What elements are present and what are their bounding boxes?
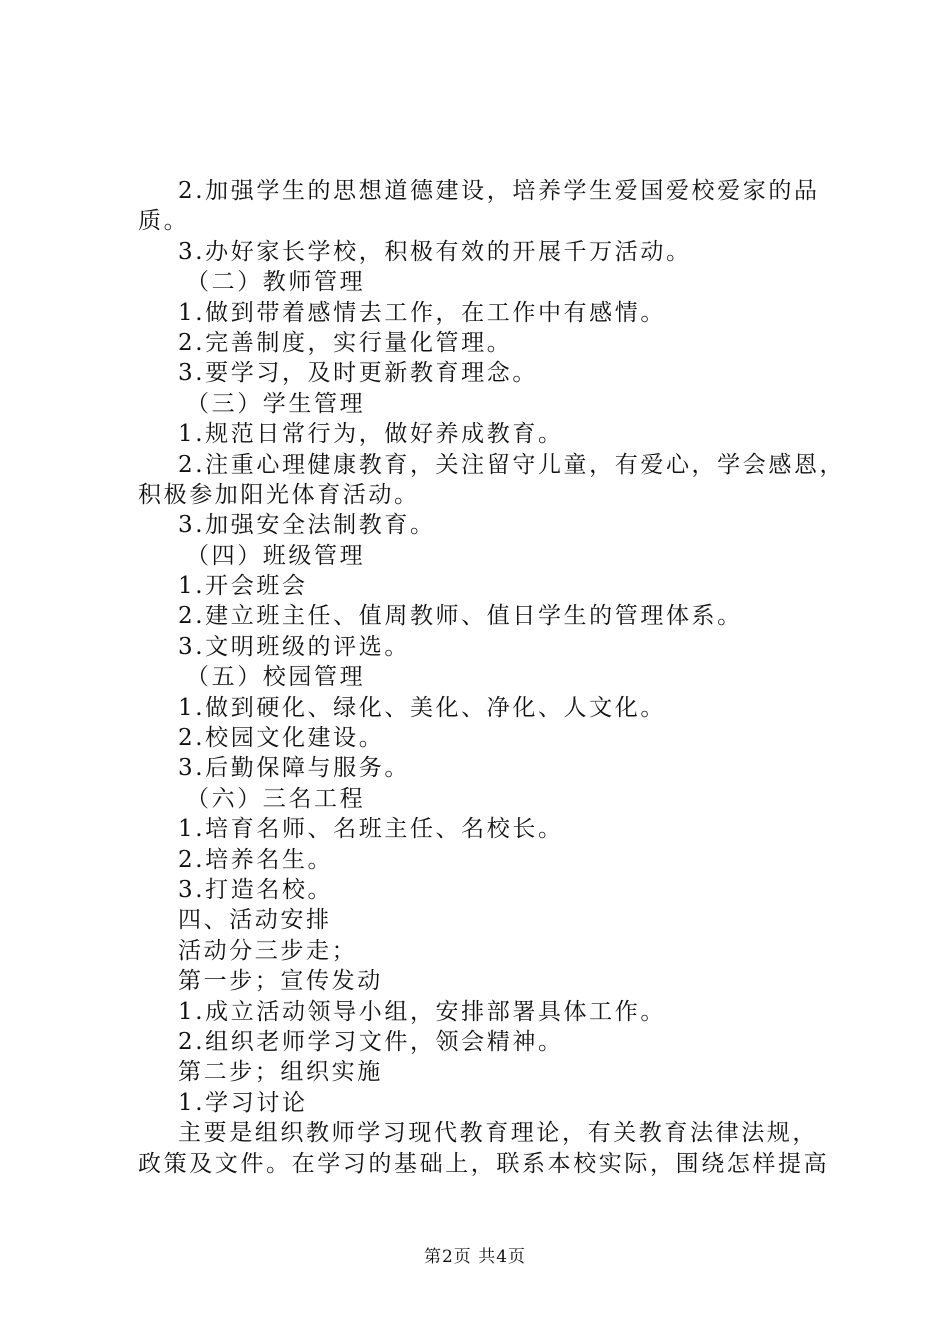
paragraph-line: 四、活动安排 <box>178 907 332 934</box>
paragraph-line: 2.完善制度，实行量化管理。 <box>178 329 513 356</box>
paragraph-line: 3.办好家长学校，积极有效的开展千万活动。 <box>178 238 692 265</box>
paragraph-line: 3.加强安全法制教育。 <box>178 512 436 539</box>
paragraph-line: 2.注重心理健康教育，关注留守儿童，有爱心，学会感恩， <box>178 451 846 478</box>
paragraph-line: 2.组织老师学习文件，领会精神。 <box>178 1028 564 1055</box>
paragraph-line: 1.开会班会 <box>178 573 308 600</box>
paragraph-line: 积极参加阳光体育活动。 <box>138 481 420 508</box>
paragraph-line: 主要是组织教师学习现代教育理论，有关教育法律法规， <box>178 1120 818 1147</box>
section-heading: （三）学生管理 <box>186 390 366 417</box>
document-body <box>138 176 846 1179</box>
section-heading: （四）班级管理 <box>186 542 366 569</box>
paragraph-line: 第一步；宣传发动 <box>178 968 383 995</box>
paragraph-line: 2.校园文化建设。 <box>178 725 385 752</box>
paragraph-line: 3.要学习，及时更新教育理念。 <box>178 360 538 387</box>
paragraph-line: 质。 <box>138 208 190 235</box>
paragraph-line: 2.加强学生的思想道德建设，培养学生爱国爱校爱家的品 <box>178 178 820 204</box>
paragraph-line: 2.培养名生。 <box>178 846 334 873</box>
paragraph-line: 活动分三步走； <box>178 937 358 964</box>
paragraph-line: 1.学习讨论 <box>178 1089 308 1116</box>
section-heading: （六）三名工程 <box>186 785 366 812</box>
paragraph-line: 3.后勤保障与服务。 <box>178 755 410 782</box>
paragraph-line: 3.文明班级的评选。 <box>178 633 410 660</box>
paragraph-line: 3.打造名校。 <box>178 876 334 903</box>
paragraph-line: 1.成立活动领导小组，安排部署具体工作。 <box>178 998 666 1025</box>
page-footer: 第2页 共4页 <box>423 1247 527 1267</box>
paragraph-line: 1.规范日常行为，做好养成教育。 <box>178 421 564 448</box>
paragraph-line: 2.建立班主任、值周教师、值日学生的管理体系。 <box>178 603 743 630</box>
paragraph-line: 1.培育名师、名班主任、名校长。 <box>178 816 564 843</box>
section-heading: （二）教师管理 <box>186 269 366 296</box>
paragraph-line: 第二步；组织实施 <box>178 1059 383 1086</box>
section-heading: （五）校园管理 <box>186 664 366 691</box>
paragraph-line: 1.做到带着感情去工作，在工作中有感情。 <box>178 299 666 326</box>
paragraph-line: 政策及文件。在学习的基础上，联系本校实际，围绕怎样提高 <box>138 1150 830 1177</box>
paragraph-line: 1.做到硬化、绿化、美化、净化、人文化。 <box>178 694 666 721</box>
